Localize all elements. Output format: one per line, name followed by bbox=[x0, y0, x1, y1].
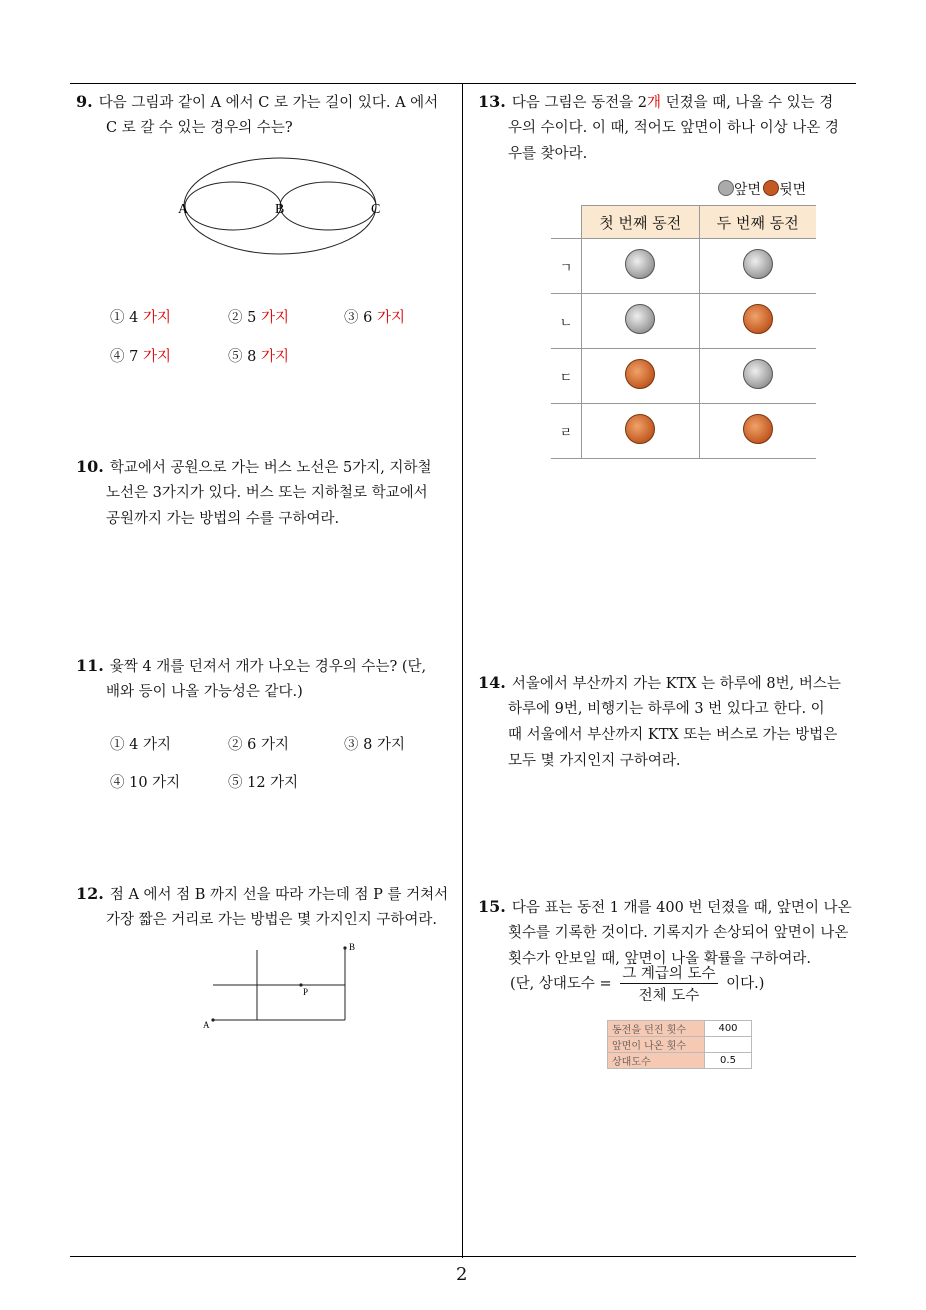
q12-number: 12. bbox=[76, 884, 104, 903]
q11-choice-4[interactable]: ④ 10 가지 bbox=[110, 775, 181, 791]
q11-line1: 11. 윷짝 4 개를 던져서 개가 나오는 경우의 수는? (단, bbox=[76, 656, 427, 675]
freq-row-value: 0.5 bbox=[705, 1053, 752, 1069]
q11-choice-3[interactable]: ③ 8 가지 bbox=[344, 737, 405, 753]
q10-line3: 공원까지 가는 방법의 수를 구하여라. bbox=[106, 511, 340, 527]
q14-line4: 모두 몇 가지인지 구하여라. bbox=[508, 753, 681, 769]
q15-number: 15. bbox=[478, 897, 506, 916]
q11-number: 11. bbox=[76, 656, 104, 675]
heads-coin-icon bbox=[718, 180, 734, 196]
q13-col-first: 첫 번째 동전 bbox=[582, 206, 700, 239]
coin-row bbox=[551, 404, 816, 459]
coin-row-label: ㄱ bbox=[551, 239, 582, 294]
q9-path-diagram bbox=[170, 150, 400, 270]
q13-col-second: 두 번째 동전 bbox=[699, 206, 816, 239]
q13-line3: 우를 찾아라. bbox=[508, 146, 588, 162]
q11-line2: 배와 등이 나올 가능성은 같다.) bbox=[106, 684, 303, 700]
q9-line1: 9. 다음 그림과 같이 A 에서 C 로 가는 길이 있다. A 에서 bbox=[76, 92, 439, 111]
q13-line2: 우의 수이다. 이 때, 적어도 앞면이 하나 이상 나온 경 bbox=[508, 120, 839, 136]
relative-frequency-fraction: 그 계급의 도수 전체 도수 bbox=[620, 962, 717, 1005]
q9-choice-2[interactable]: ② 5 가지 bbox=[228, 310, 289, 326]
tails-coin-icon bbox=[743, 304, 773, 334]
q15-line1: 15. 다음 표는 동전 1 개를 400 번 던졌을 때, 앞면이 나온 bbox=[478, 897, 852, 916]
q13-coin-table bbox=[551, 205, 816, 459]
coin-cell bbox=[699, 294, 816, 349]
q9-number: 9. bbox=[76, 92, 93, 111]
q9-choice-4[interactable]: ④ 7 가지 bbox=[110, 349, 171, 365]
q10-line2: 노선은 3가지가 있다. 버스 또는 지하철로 학교에서 bbox=[106, 485, 428, 501]
heads-coin-icon bbox=[743, 249, 773, 279]
q9-label-a: A bbox=[178, 202, 189, 217]
coin-cell bbox=[699, 239, 816, 294]
coin-cell bbox=[699, 404, 816, 459]
q15-note: (단, 상대도수 = 그 계급의 도수 전체 도수 이다.) bbox=[510, 962, 764, 1005]
q12-label-a: A bbox=[203, 1020, 210, 1030]
q10-line1: 10. 학교에서 공원으로 가는 버스 노선은 5가지, 지하철 bbox=[76, 457, 432, 476]
freq-row-label: 동전을 던진 횟수 bbox=[608, 1021, 705, 1037]
q11-choice-1[interactable]: ① 4 가지 bbox=[110, 737, 171, 753]
freq-row-value: 400 bbox=[705, 1021, 752, 1037]
column-divider bbox=[462, 83, 463, 1258]
q12-label-p: P bbox=[303, 987, 309, 997]
freq-row-value-damaged bbox=[705, 1037, 752, 1053]
q14-line2: 하루에 9번, 비행기는 하루에 3 번 있다고 한다. 이 bbox=[508, 701, 825, 717]
q13-legend: 앞면 뒷면 bbox=[718, 179, 806, 199]
tails-coin-icon bbox=[763, 180, 779, 196]
q15-line3: 횟수가 안보일 때, 앞면이 나올 확률을 구하여라. bbox=[508, 951, 812, 967]
q13-number: 13. bbox=[478, 92, 506, 111]
q10-number: 10. bbox=[76, 457, 104, 476]
freq-row-label: 상대도수 bbox=[608, 1053, 705, 1069]
bottom-rule bbox=[70, 1256, 856, 1257]
heads-coin-icon bbox=[625, 304, 655, 334]
q13-line1: 13. 다음 그림은 동전을 2개 던졌을 때, 나올 수 있는 경 bbox=[478, 92, 834, 111]
coin-cell bbox=[582, 239, 700, 294]
coin-cell bbox=[699, 349, 816, 404]
q9-choice-1[interactable]: ① 4 가지 bbox=[110, 310, 171, 326]
q9-label-c: C bbox=[371, 202, 381, 217]
coin-row bbox=[551, 239, 816, 294]
q9-choice-5[interactable]: ⑤ 8 가지 bbox=[228, 349, 289, 365]
q13-corner bbox=[551, 206, 582, 239]
tails-coin-icon bbox=[743, 414, 773, 444]
q12-line2: 가장 짧은 거리로 가는 방법은 몇 가지인지 구하여라. bbox=[106, 912, 438, 928]
q12-line1: 12. 점 A 에서 점 B 까지 선을 따라 가는데 점 P 를 거쳐서 bbox=[76, 884, 449, 903]
heads-coin-icon bbox=[625, 249, 655, 279]
coin-row-label: ㄴ bbox=[551, 294, 582, 349]
tails-coin-icon bbox=[625, 414, 655, 444]
q9-line2: C 로 갈 수 있는 경우의 수는? bbox=[106, 120, 293, 136]
q11-choice-2[interactable]: ② 6 가지 bbox=[228, 737, 289, 753]
q15-line2: 횟수를 기록한 것이다. 기록지가 손상되어 앞면이 나온 bbox=[508, 925, 849, 941]
coin-row-label: ㄷ bbox=[551, 349, 582, 404]
top-rule bbox=[70, 83, 856, 84]
q15-frequency-table bbox=[607, 1020, 752, 1069]
q9-choice-3[interactable]: ③ 6 가지 bbox=[344, 310, 405, 326]
coin-row-label: ㄹ bbox=[551, 404, 582, 459]
coin-cell bbox=[582, 404, 700, 459]
tails-coin-icon bbox=[625, 359, 655, 389]
q11-choice-5[interactable]: ⑤ 12 가지 bbox=[228, 775, 299, 791]
coin-cell bbox=[582, 294, 700, 349]
q9-label-b: B bbox=[275, 202, 285, 217]
q12-label-b: B bbox=[349, 942, 356, 952]
q14-line3: 때 서울에서 부산까지 KTX 또는 버스로 가는 방법은 bbox=[508, 727, 838, 743]
coin-cell bbox=[582, 349, 700, 404]
q14-line1: 14. 서울에서 부산까지 가는 KTX 는 하루에 8번, 버스는 bbox=[478, 673, 841, 692]
page-number: 2 bbox=[456, 1264, 468, 1285]
coin-row bbox=[551, 294, 816, 349]
q12-grid-diagram bbox=[195, 938, 370, 1038]
coin-row bbox=[551, 349, 816, 404]
q14-number: 14. bbox=[478, 673, 506, 692]
heads-coin-icon bbox=[743, 359, 773, 389]
freq-row-label: 앞면이 나온 횟수 bbox=[608, 1037, 705, 1053]
